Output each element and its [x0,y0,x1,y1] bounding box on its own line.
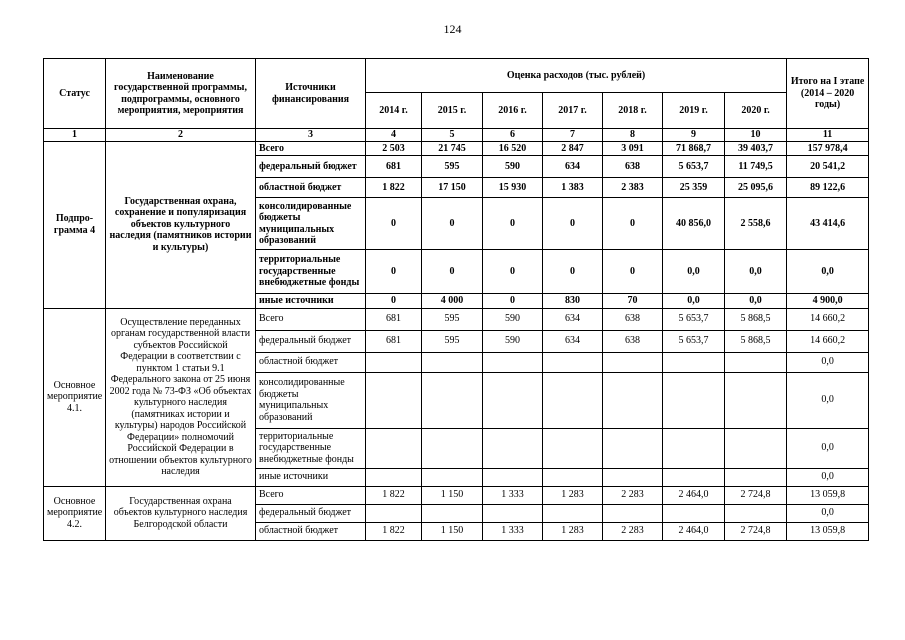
funding-source: консолидированные бюджеты муниципальных образований [256,198,366,250]
year-value: 17 150 [422,178,483,198]
column-number: 1 [44,129,106,142]
row-total: 43 414,6 [787,198,869,250]
year-value: 595 [422,156,483,178]
year-value [366,504,422,522]
year-value: 1 150 [422,486,483,504]
block-status: Основное мероприятие 4.1. [44,308,106,486]
header-year: 2020 г. [725,93,787,129]
year-value: 0 [483,250,543,294]
year-value: 0,0 [725,294,787,309]
column-number: 2 [106,129,256,142]
year-value: 0,0 [663,250,725,294]
year-value [422,372,483,428]
year-value: 2 724,8 [725,522,787,540]
year-value: 638 [603,330,663,352]
year-value: 590 [483,308,543,330]
block-status: Основное мероприятие 4.2. [44,486,106,540]
row-total: 0,0 [787,372,869,428]
row-total: 20 541,2 [787,156,869,178]
year-value: 2 558,6 [725,198,787,250]
block-status: Подпро-грамма 4 [44,141,106,308]
year-value: 2 283 [603,522,663,540]
year-value: 2 283 [603,486,663,504]
row-total: 157 978,4 [787,141,869,156]
year-value [603,428,663,468]
year-value [366,372,422,428]
year-value: 2 503 [366,141,422,156]
year-value [483,504,543,522]
year-value: 1 150 [422,522,483,540]
header-year: 2017 г. [543,93,603,129]
year-value: 15 930 [483,178,543,198]
column-number: 11 [787,129,869,142]
year-value [483,372,543,428]
year-value: 5 868,5 [725,308,787,330]
year-value [543,372,603,428]
year-value: 25 359 [663,178,725,198]
column-number: 7 [543,129,603,142]
block-name: Осуществление переданных органам государственной власти субъектов Российской Федерации в соответствии с пунктом 1 статьи 9.1 Федерального закона от 25 июня 2002 года № 73-ФЗ «Об объектах культурного наследия (памятниках истории и культуры) народов Российской Федерации» полномочий Российской Федерации в отношении объектов культурного наследия [106,308,256,486]
page-number: 124 [443,22,462,36]
block-name: Государственная охрана объектов культурного наследия Белгородской области [106,486,256,540]
funding-source: иные источники [256,294,366,309]
year-value [603,468,663,486]
year-value [422,352,483,372]
year-value [483,428,543,468]
header-year: 2015 г. [422,93,483,129]
table-row [44,486,869,504]
year-value [603,372,663,428]
year-value: 1 333 [483,486,543,504]
funding-source: Всего [256,141,366,156]
year-value [663,352,725,372]
column-number: 10 [725,129,787,142]
table-row [44,141,869,156]
year-value [366,468,422,486]
year-value [366,428,422,468]
funding-source: областной бюджет [256,522,366,540]
column-number: 8 [603,129,663,142]
year-value: 590 [483,330,543,352]
row-total: 4 900,0 [787,294,869,309]
year-value: 2 464,0 [663,522,725,540]
year-value: 5 653,7 [663,308,725,330]
row-total: 89 122,6 [787,178,869,198]
funding-source: областной бюджет [256,178,366,198]
year-value: 830 [543,294,603,309]
year-value: 3 091 [603,141,663,156]
header-year: 2018 г. [603,93,663,129]
year-value: 0,0 [725,250,787,294]
year-value: 0 [543,198,603,250]
table-row [44,308,869,330]
year-value: 590 [483,156,543,178]
row-total: 0,0 [787,352,869,372]
year-value: 0 [366,198,422,250]
year-value: 5 868,5 [725,330,787,352]
year-value [422,504,483,522]
header-estimate: Оценка расходов (тыс. рублей) [366,59,787,93]
year-value: 16 520 [483,141,543,156]
year-value [603,352,663,372]
column-number: 4 [366,129,422,142]
year-value: 634 [543,308,603,330]
year-value: 0 [366,294,422,309]
row-total: 0,0 [787,468,869,486]
column-number: 6 [483,129,543,142]
year-value: 5 653,7 [663,156,725,178]
row-total: 14 660,2 [787,308,869,330]
row-total: 13 059,8 [787,486,869,504]
year-value [543,468,603,486]
header-total: Итого на I этапе (2014 – 2020 годы) [787,59,869,129]
year-value: 681 [366,330,422,352]
year-value [663,468,725,486]
year-value: 0 [603,198,663,250]
year-value: 1 283 [543,486,603,504]
year-value [663,428,725,468]
year-value [725,468,787,486]
year-value: 0 [543,250,603,294]
year-value: 634 [543,330,603,352]
column-number: 9 [663,129,725,142]
year-value: 2 464,0 [663,486,725,504]
year-value [725,352,787,372]
year-value: 1 333 [483,522,543,540]
expenditure-table [43,58,869,541]
column-number: 5 [422,129,483,142]
row-total: 13 059,8 [787,522,869,540]
header-sources: Источники финансирования [256,59,366,129]
year-value: 4 000 [422,294,483,309]
block-name: Государственная охрана, сохранение и популяризация объектов культурного наследия (памятников истории и культуры) [106,141,256,308]
year-value: 595 [422,308,483,330]
year-value: 0 [422,250,483,294]
year-value: 70 [603,294,663,309]
funding-source: иные источники [256,468,366,486]
funding-source: Всего [256,486,366,504]
year-value [663,372,725,428]
year-value: 1 822 [366,486,422,504]
header-year: 2019 г. [663,93,725,129]
year-value: 0 [483,294,543,309]
year-value [725,428,787,468]
year-value [725,504,787,522]
year-value: 39 403,7 [725,141,787,156]
year-value: 0 [603,250,663,294]
funding-source: территориальные государственные внебюджетные фонды [256,428,366,468]
year-value: 595 [422,330,483,352]
year-value: 2 724,8 [725,486,787,504]
year-value [543,428,603,468]
year-value [663,504,725,522]
funding-source: Всего [256,308,366,330]
funding-source: федеральный бюджет [256,156,366,178]
year-value: 1 283 [543,522,603,540]
funding-source: областной бюджет [256,352,366,372]
year-value [422,468,483,486]
funding-source: консолидированные бюджеты муниципальных образований [256,372,366,428]
row-total: 0,0 [787,504,869,522]
year-value: 0,0 [663,294,725,309]
year-value: 25 095,6 [725,178,787,198]
header-status: Статус [44,59,106,129]
year-value [725,372,787,428]
year-value: 11 749,5 [725,156,787,178]
funding-source: территориальные государственные внебюджетные фонды [256,250,366,294]
column-number: 3 [256,129,366,142]
year-value [366,352,422,372]
header-name: Наименование государственной программы, подпрограммы, основного мероприятия, мероприятия [106,59,256,129]
year-value: 0 [366,250,422,294]
year-value: 5 653,7 [663,330,725,352]
year-value: 40 856,0 [663,198,725,250]
year-value: 634 [543,156,603,178]
year-value: 681 [366,308,422,330]
year-value: 0 [422,198,483,250]
year-value [543,352,603,372]
funding-source: федеральный бюджет [256,504,366,522]
year-value [483,468,543,486]
year-value: 1 822 [366,178,422,198]
row-total: 14 660,2 [787,330,869,352]
year-value: 638 [603,156,663,178]
year-value: 71 868,7 [663,141,725,156]
year-value: 2 383 [603,178,663,198]
year-value [483,352,543,372]
year-value: 21 745 [422,141,483,156]
year-value: 2 847 [543,141,603,156]
year-value: 1 383 [543,178,603,198]
year-value: 638 [603,308,663,330]
year-value: 0 [483,198,543,250]
year-value [422,428,483,468]
year-value: 681 [366,156,422,178]
header-year: 2016 г. [483,93,543,129]
year-value [543,504,603,522]
header-year: 2014 г. [366,93,422,129]
row-total: 0,0 [787,428,869,468]
row-total: 0,0 [787,250,869,294]
year-value [603,504,663,522]
year-value: 1 822 [366,522,422,540]
funding-source: федеральный бюджет [256,330,366,352]
